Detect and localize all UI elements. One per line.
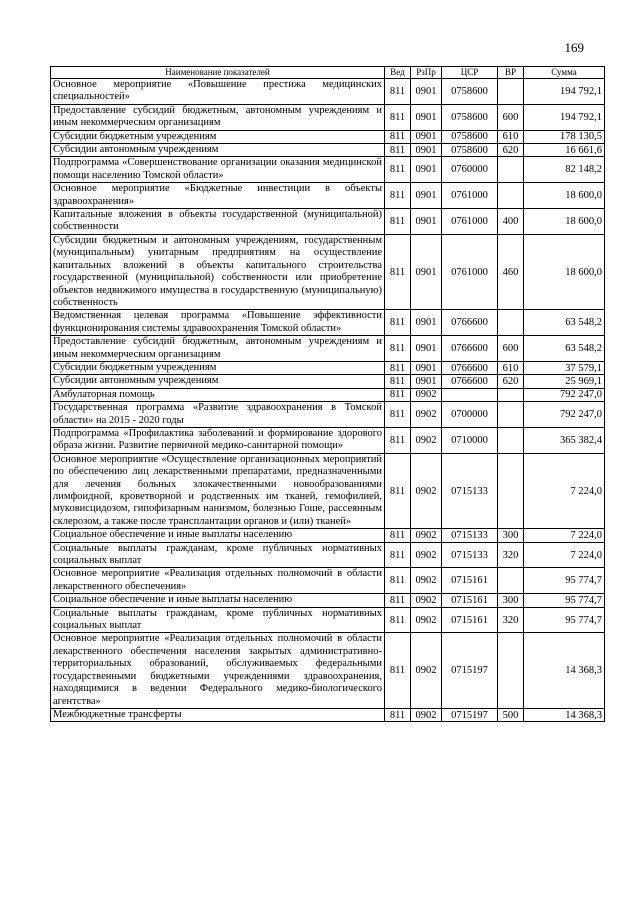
header-rzpr: РзПр [411, 67, 442, 79]
row-csr: 0715197 [442, 633, 498, 708]
row-ved: 811 [385, 336, 411, 362]
row-rzpr: 0902 [411, 529, 442, 542]
row-vr: 460 [498, 234, 524, 309]
row-csr: 0715133 [442, 542, 498, 568]
row-rzpr: 0902 [411, 453, 442, 528]
row-csr: 0761000 [442, 209, 498, 235]
row-csr: 0766600 [442, 375, 498, 388]
row-name: Социальное обеспечение и иные выплаты населению [51, 529, 385, 542]
row-ved: 811 [385, 542, 411, 568]
table-row [51, 361, 605, 374]
row-csr: 0715161 [442, 607, 498, 633]
header-ved: Вед [385, 67, 411, 79]
row-rzpr: 0901 [411, 144, 442, 157]
row-sum: 82 148,2 [524, 157, 605, 183]
row-sum: 7 224,0 [524, 453, 605, 528]
table-row [51, 607, 605, 633]
row-csr: 0715161 [442, 568, 498, 594]
row-sum: 25 969,1 [524, 375, 605, 388]
row-csr: 0758600 [442, 79, 498, 105]
row-name: Основное мероприятие «Повышение престижа медицинских специальностей» [51, 79, 385, 105]
row-vr: 320 [498, 607, 524, 633]
row-ved: 811 [385, 209, 411, 235]
row-ved: 811 [385, 79, 411, 105]
row-csr [442, 388, 498, 401]
row-vr [498, 388, 524, 401]
row-ved: 811 [385, 130, 411, 143]
table-row [51, 594, 605, 607]
row-rzpr: 0902 [411, 568, 442, 594]
header-vr: ВР [498, 67, 524, 79]
row-sum: 178 130,5 [524, 130, 605, 143]
row-vr: 400 [498, 209, 524, 235]
row-vr: 300 [498, 594, 524, 607]
row-name: Подпрограмма «Профилактика заболеваний и формирование здорового образа жизни. Развитие первичной медико-санитарной помощи» [51, 427, 385, 453]
row-sum: 14 368,3 [524, 708, 605, 721]
row-vr: 620 [498, 144, 524, 157]
row-vr [498, 183, 524, 209]
row-name: Межбюджетные трансферты [51, 708, 385, 721]
row-vr: 600 [498, 104, 524, 130]
row-rzpr: 0902 [411, 388, 442, 401]
row-name: Капитальные вложения в объекты государственной (муниципальной) собственности [51, 209, 385, 235]
table-row [51, 310, 605, 336]
row-rzpr: 0902 [411, 594, 442, 607]
row-ved: 811 [385, 708, 411, 721]
row-name: Субсидии бюджетным учреждениям [51, 130, 385, 143]
row-csr: 0715133 [442, 453, 498, 528]
row-sum: 18 600,0 [524, 234, 605, 309]
table-header-row [51, 67, 605, 79]
table-body [51, 79, 605, 722]
row-rzpr: 0902 [411, 542, 442, 568]
row-vr [498, 568, 524, 594]
row-csr: 0760000 [442, 157, 498, 183]
row-ved: 811 [385, 375, 411, 388]
row-rzpr: 0901 [411, 361, 442, 374]
table-row [51, 388, 605, 401]
row-rzpr: 0901 [411, 130, 442, 143]
row-vr [498, 402, 524, 428]
row-name: Социальное обеспечение и иные выплаты населению [51, 594, 385, 607]
row-vr [498, 427, 524, 453]
row-name: Основное мероприятие «Бюджетные инвестиции в объекты здравоохранения» [51, 183, 385, 209]
row-sum: 95 774,7 [524, 594, 605, 607]
row-csr: 0758600 [442, 130, 498, 143]
row-sum: 194 792,1 [524, 79, 605, 105]
row-sum: 37 579,1 [524, 361, 605, 374]
row-rzpr: 0901 [411, 375, 442, 388]
row-ved: 811 [385, 361, 411, 374]
row-sum: 14 368,3 [524, 633, 605, 708]
row-ved: 811 [385, 104, 411, 130]
row-ved: 811 [385, 594, 411, 607]
row-ved: 811 [385, 310, 411, 336]
row-rzpr: 0902 [411, 633, 442, 708]
table-row [51, 542, 605, 568]
row-csr: 0715161 [442, 594, 498, 607]
row-ved: 811 [385, 633, 411, 708]
row-sum: 18 600,0 [524, 209, 605, 235]
row-csr: 0758600 [442, 144, 498, 157]
row-ved: 811 [385, 453, 411, 528]
row-ved: 811 [385, 427, 411, 453]
row-ved: 811 [385, 234, 411, 309]
table-row [51, 633, 605, 708]
row-rzpr: 0901 [411, 79, 442, 105]
table-row [51, 453, 605, 528]
table-row [51, 79, 605, 105]
row-rzpr: 0902 [411, 427, 442, 453]
row-name: Предоставление субсидий бюджетным, автономным учреждениям и иным некоммерческим организациям [51, 104, 385, 130]
row-rzpr: 0901 [411, 104, 442, 130]
row-sum: 63 548,2 [524, 336, 605, 362]
row-name: Субсидии бюджетным и автономным учреждениям, государственным (муниципальным) унитарным предприятиям на осуществление капитальных вложений в объекты капитального строительства государственной (муниципальной) собственности или приобретение объектов недвижимого имущества в государственную (муниципальную) собственность [51, 234, 385, 309]
table-row [51, 144, 605, 157]
row-sum: 95 774,7 [524, 568, 605, 594]
row-name: Амбулаторная помощь [51, 388, 385, 401]
table-row [51, 130, 605, 143]
row-vr [498, 310, 524, 336]
row-name: Государственная программа «Развитие здравоохранения в Томской области» на 2015 - 2020 годы [51, 402, 385, 428]
budget-table [50, 66, 605, 722]
row-sum: 792 247,0 [524, 402, 605, 428]
row-name: Ведомственная целевая программа «Повышение эффективности функционирования системы здравоохранения Томской области» [51, 310, 385, 336]
row-rzpr: 0901 [411, 336, 442, 362]
table-row [51, 209, 605, 235]
row-ved: 811 [385, 157, 411, 183]
table-row [51, 402, 605, 428]
row-vr: 600 [498, 336, 524, 362]
row-sum: 194 792,1 [524, 104, 605, 130]
row-rzpr: 0902 [411, 708, 442, 721]
row-name: Субсидии автономным учреждениям [51, 375, 385, 388]
table-row [51, 336, 605, 362]
row-name: Субсидии бюджетным учреждениям [51, 361, 385, 374]
row-csr: 0758600 [442, 104, 498, 130]
row-rzpr: 0902 [411, 402, 442, 428]
row-vr: 610 [498, 361, 524, 374]
row-csr: 0761000 [442, 234, 498, 309]
table-row [51, 375, 605, 388]
table-row [51, 529, 605, 542]
row-ved: 811 [385, 568, 411, 594]
table-row [51, 183, 605, 209]
row-csr: 0710000 [442, 427, 498, 453]
row-name: Подпрограмма «Совершенствование организации оказания медицинской помощи населению Томской области» [51, 157, 385, 183]
page-number: 169 [564, 40, 584, 55]
row-ved: 811 [385, 529, 411, 542]
row-name: Социальные выплаты гражданам, кроме публичных нормативных социальных выплат [51, 542, 385, 568]
row-ved: 811 [385, 183, 411, 209]
table-row [51, 708, 605, 721]
row-rzpr: 0901 [411, 310, 442, 336]
row-csr: 0766600 [442, 310, 498, 336]
row-vr [498, 157, 524, 183]
row-name: Социальные выплаты гражданам, кроме публичных нормативных социальных выплат [51, 607, 385, 633]
row-vr [498, 79, 524, 105]
row-name: Субсидии автономным учреждениям [51, 144, 385, 157]
row-ved: 811 [385, 388, 411, 401]
table-row [51, 104, 605, 130]
row-csr: 0715197 [442, 708, 498, 721]
row-csr: 0761000 [442, 183, 498, 209]
header-name: Наименование показателей [51, 67, 385, 79]
row-sum: 16 661,6 [524, 144, 605, 157]
table-row [51, 234, 605, 309]
row-sum: 7 224,0 [524, 542, 605, 568]
row-name: Основное мероприятие «Реализация отдельных полномочий в области лекарственного обеспечения населения закрытых административно-территориальных образований, обслуживаемых федеральными государственными бюджетными учреждениями здравоохранения, находящимися в ведении Федерального медико-биологического агентства» [51, 633, 385, 708]
row-csr: 0766600 [442, 336, 498, 362]
row-ved: 811 [385, 402, 411, 428]
header-sum: Сумма [524, 67, 605, 79]
row-rzpr: 0902 [411, 607, 442, 633]
row-rzpr: 0901 [411, 157, 442, 183]
table-row [51, 157, 605, 183]
row-rzpr: 0901 [411, 183, 442, 209]
header-csr: ЦСР [442, 67, 498, 79]
row-name: Предоставление субсидий бюджетным, автономным учреждениям и иным некоммерческим организациям [51, 336, 385, 362]
row-vr: 500 [498, 708, 524, 721]
row-ved: 811 [385, 144, 411, 157]
row-sum: 792 247,0 [524, 388, 605, 401]
row-sum: 95 774,7 [524, 607, 605, 633]
table-row [51, 568, 605, 594]
row-sum: 18 600,0 [524, 183, 605, 209]
row-vr [498, 633, 524, 708]
row-sum: 63 548,2 [524, 310, 605, 336]
row-sum: 7 224,0 [524, 529, 605, 542]
row-csr: 0715133 [442, 529, 498, 542]
row-csr: 0766600 [442, 361, 498, 374]
row-vr: 320 [498, 542, 524, 568]
row-rzpr: 0901 [411, 234, 442, 309]
row-sum: 365 382,4 [524, 427, 605, 453]
row-vr: 300 [498, 529, 524, 542]
row-name: Основное мероприятие «Осуществление организационных мероприятий по обеспечению лиц лекарственными препаратами, предназначенными для лечения больных злокачественными новообразованиями лимфоидной, кроветворной и родственных им тканей, гемофилией, муковисцидозом, гипофизарным нанизмом, болезнью Гоше, рассеянным склерозом, а также после трансплантации органов и (или) тканей» [51, 453, 385, 528]
row-rzpr: 0901 [411, 209, 442, 235]
table-row [51, 427, 605, 453]
row-ved: 811 [385, 607, 411, 633]
row-vr [498, 453, 524, 528]
row-vr: 610 [498, 130, 524, 143]
row-vr: 620 [498, 375, 524, 388]
row-name: Основное мероприятие «Реализация отдельных полномочий в области лекарственного обеспечения» [51, 568, 385, 594]
row-csr: 0700000 [442, 402, 498, 428]
